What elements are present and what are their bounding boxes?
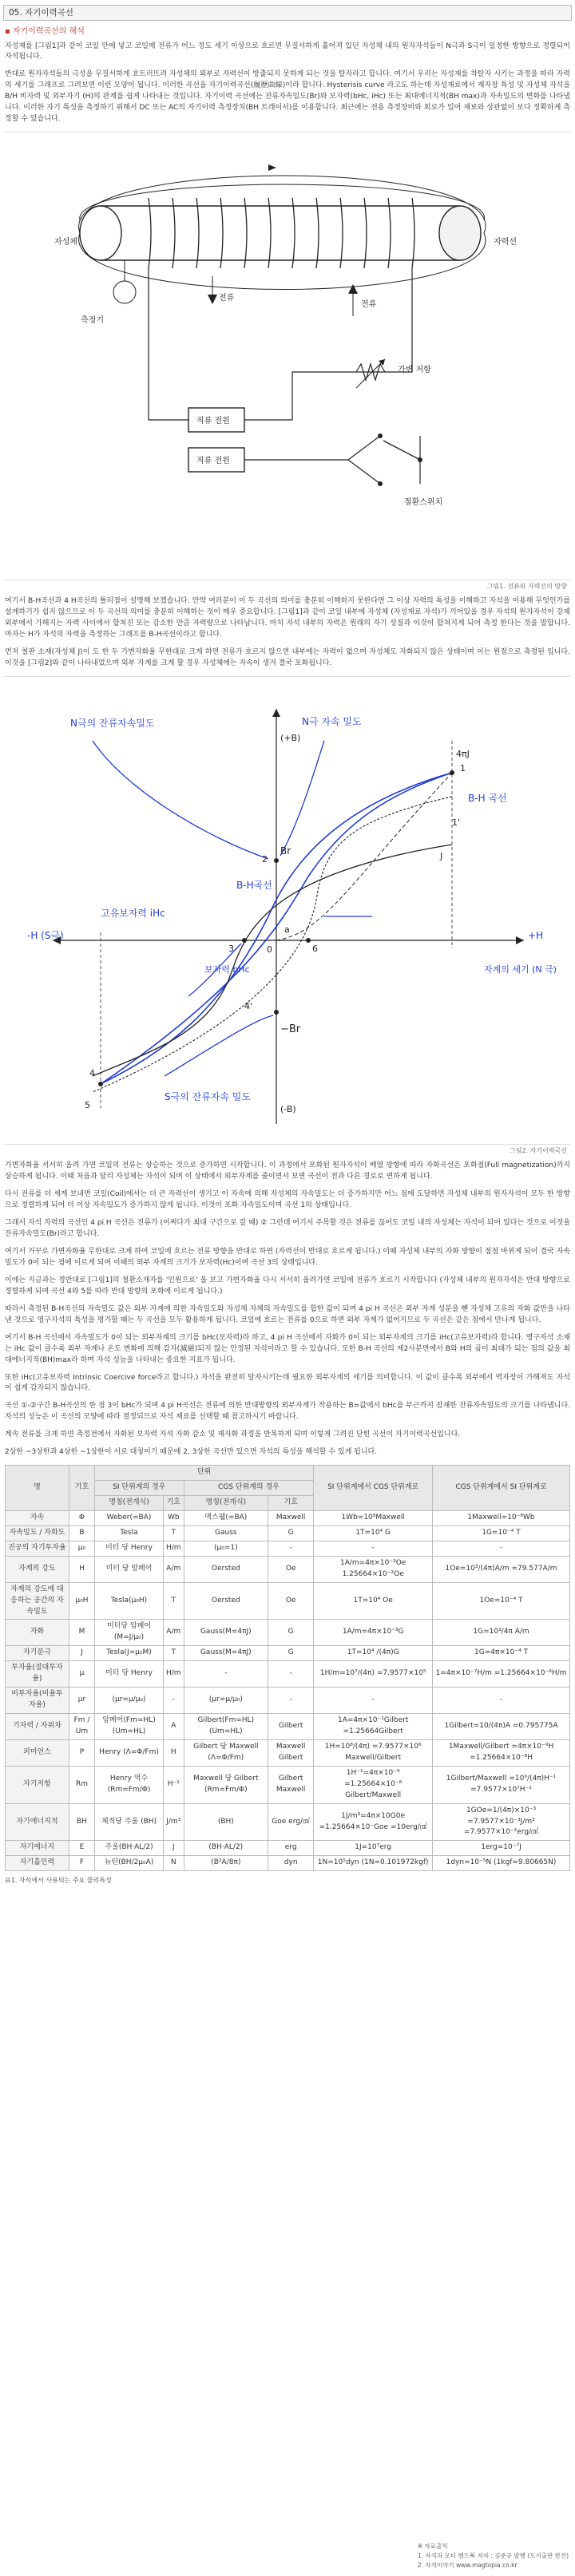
svg-text:5: 5 [85, 1100, 90, 1111]
table-cell-si-sym: H [164, 1739, 184, 1766]
table-cell-cgs-name: (μ₀=1) [184, 1541, 268, 1556]
table-cell-cgs-sym: G [268, 1646, 314, 1661]
table-cell-si-sym: Wb [164, 1510, 184, 1525]
table-cell-si-sym: H⁻¹ [164, 1766, 184, 1803]
table-cell-si-sym: - [164, 1688, 184, 1714]
table-cell-cgs-sym: erg [268, 1841, 314, 1856]
table-cell-sym: F [69, 1856, 94, 1871]
svg-text:4': 4' [244, 1001, 253, 1012]
paragraph: 따라서 측정된 B-H곡선의 자속밀도 값은 외부 자계에 의한 자속밀도와 자성체 자체의 자속밀도를 합한 값이 되며 4 pi H 곡선은 외부 자계 성분을 뺀 자성체 고유의 자화 값만을 나타낸 것으로 영구자석의 특성을 평가할 때는 두 곡선을 모두 활용하게 됩니다. 코일에 흐르는 전류를 0으로 하면 외부 자계가 없어지므로 두 곡선은 같은 점에서 만나게 됩니다. [5, 1304, 570, 1324]
table-cell-cgs2si: 1Gilbert/Maxwell =10⁹/(4π)H⁻¹ =7.9577×10⁷H⁻¹ [433, 1766, 570, 1803]
table-row [6, 1510, 570, 1525]
table-cell-cgs2si: 1dyn=10⁻⁵N (1kgf=9.80665N) [433, 1856, 570, 1871]
table-cell-cgs-sym: dyn [268, 1856, 314, 1871]
page-title: 05. 자기이력곡선 [9, 8, 73, 18]
paragraph: 그래서 자석 자력의 곡선인 4 pi H 곡선은 전류가 (어쩌다가 최대 구간으로 갈 때) ② 그런데 여기서 주목할 것은 전류를 끊어도 코일 내의 자성체는 자석이 되어 있다는 것으로 이것을 잔류자속밀도(Br)라고 합니다. [5, 1219, 570, 1239]
table-cell-si-name: 미터 당 암페어 [95, 1556, 164, 1582]
th-si: SI 단위계의 경우 [95, 1481, 184, 1496]
label-br: Br [280, 845, 291, 857]
th-si-name: 명칭(전개식) [95, 1496, 164, 1511]
label-current-2: 전류 [361, 300, 377, 310]
table-cell-sym: Rm [69, 1766, 94, 1803]
table-cell-sym: Fm / Um [69, 1714, 94, 1740]
table-cell-cgs2si: 1Oe=10⁻⁴ T [433, 1582, 570, 1620]
table-cell-cgs2si: 1=4π×10⁻⁷H/m =1.25664×10⁻⁶H/m [433, 1661, 570, 1688]
paragraph: 다시 전류를 더 세게 보내면 코일(Coil)에서는 더 큰 자력선이 생기고 이 자속에 의해 자성체의 자속밀도는 더 증가하지만 어느 점에 도달하면 자성체 내부의 원자자석이 모두 한 방향으로 정렬하게 되어 더 이상 자속밀도가 증가하지 않게 됩니다. 이것이 포화 자속밀도이며 곡선 1의 상태입니다. [5, 1190, 570, 1210]
table-cell-cgs2si: - [433, 1688, 570, 1714]
th-cgs-sym: 기호 [268, 1496, 314, 1511]
label-coercive: 보자력 bHc [204, 964, 250, 975]
label-magnetic-material: 자성체 [54, 238, 77, 247]
table-cell-si2cgs: 1T=10⁴ Oe [314, 1582, 433, 1620]
svg-text:1: 1 [460, 763, 466, 774]
page-header [3, 5, 572, 21]
svg-text:3: 3 [228, 944, 234, 955]
label-variable-resistor: 가변 저항 [398, 366, 431, 375]
table-cell-si-sym: A [164, 1714, 184, 1740]
table-cell-cgs2si: 1Maxwell/Gilbert =4π×10⁻⁹H =1.25664×10⁻⁸H [433, 1739, 570, 1766]
table-cell-cgs2si: - [433, 1541, 570, 1556]
th-cgs: CGS 단위계의 경우 [184, 1481, 314, 1496]
table-cell-sym: B [69, 1525, 94, 1541]
label-intrinsic: 고유보자력 iHc [101, 908, 165, 920]
table-cell-cgs2si: 1Oe=10³/(4π)A/m =79.577A/m [433, 1556, 570, 1582]
table-cell-si-sym: H/m [164, 1661, 184, 1688]
table-cell-cgs-sym: Oe [268, 1556, 314, 1582]
svg-text:1': 1' [452, 817, 461, 829]
table-cell-si2cgs: - [314, 1688, 433, 1714]
table-row [6, 1525, 570, 1541]
figure-hysteresis [5, 676, 570, 1145]
table-cell-name: 자속 [6, 1510, 69, 1525]
table-cell-cgs-sym: Maxwell [268, 1510, 314, 1525]
table-cell-sym: BH [69, 1803, 94, 1841]
label-dc-source-2: 직류 전원 [196, 457, 230, 466]
table-cell-name: 자계의 강도에 대응하는 공간의 자속밀도 [6, 1582, 69, 1620]
table-cell-cgs-name: (μr=μ/μ₀) [184, 1688, 268, 1714]
table-cell-cgs-sym: Gilbert [268, 1714, 314, 1740]
table-cell-si-sym: N [164, 1856, 184, 1871]
table-cell-cgs-name: (B²A/8π) [184, 1856, 268, 1871]
table-caption: 표1. 자석에서 사용되는 주요 물리특성 [5, 1877, 112, 1885]
label-minus-br: −Br [280, 1023, 301, 1036]
table-row [6, 1841, 570, 1856]
label-current: 전류 [219, 294, 235, 303]
table-cell-cgs2si: 1erg=10⁻⁷J [433, 1841, 570, 1856]
table-cell-name: 자속밀도 / 자화도 [6, 1525, 69, 1541]
table-cell-cgs-sym: - [268, 1688, 314, 1714]
label-a: a [284, 924, 290, 936]
table-cell-si2cgs: 1H/m=10⁷/(4π) =7.9577×10⁵ [314, 1661, 433, 1688]
table-cell-sym: μ₀H [69, 1582, 94, 1620]
table-cell-si-sym: J [164, 1841, 184, 1856]
table-cell-si-name: Tesla(μ₀H) [95, 1582, 164, 1620]
paragraph: 2상한 ~3상한과 4상한 ~1상한이 서로 대칭이기 때문에 2, 3상한 곡선만 있으면 자석의 특성을 해석할 수 있게 됩니다. [5, 1448, 378, 1457]
th-name: 명 [6, 1466, 69, 1511]
figure1-caption: 그림1. 전류와 자력선의 방향 [486, 583, 567, 591]
table-cell-cgs-sym: Maxwell Gilbert [268, 1739, 314, 1766]
footer-line: 1. 자석과 모터 핸드북 저자 : 김준규 발행 (도서출판 한진) [417, 2552, 569, 2559]
paragraph: 자성재를 [그림1]과 같이 코일 안에 넣고 코일에 전류가 어느 정도 세기 이상으로 흐르면 무질서하게 흩어져 있던 자성체 내의 원자자석들이 N극과 S극이 일정한 방향으로 정렬되어 자석됩니다. [5, 42, 570, 61]
label-j: J [440, 851, 443, 862]
table-row [6, 1856, 570, 1871]
table-cell-si2cgs: 1J/m³=4π×10G0e =1.25664×10⁻Goe =10erg/㎤ [314, 1803, 433, 1841]
table-cell-cgs-sym: - [268, 1661, 314, 1688]
table-cell-name: 퍼미언스 [6, 1739, 69, 1766]
table-row [6, 1739, 570, 1766]
paragraph: 먼저 철판 소재(자성체 J)이 도 한 두 가변자화율 무한대로 크게 하면 전류가 흐르지 않으면 내부에는 자력이 없으며 자성체도 자화되지 않은 상태이며 이는 원점으로 측정된 입니다. 이것을 [그림2]와 같이 나타내었으며 외부 자계를 크게 할 경우 자성체에는 자속이 생겨 결국 포화됩니다. [5, 648, 570, 668]
label-switch: 절환스위치 [404, 498, 443, 508]
footer-line: 2. 자석이야기 www.magtopia.co.kr [417, 2562, 518, 2569]
paragraph: 계속 전류를 크게 하면 측정전에서 자화된 보자력 자석 자화 감소 및 재자화 과정을 반복하게 되며 이렇게 그려진 닫힌 곡선이 자기이력곡선입니다. [5, 1430, 461, 1439]
table-cell-si-name: 주울(BH·AL/2) [95, 1841, 164, 1856]
table-cell-si2cgs: 1H⁻¹=4π×10⁻⁹ =1.25664×10⁻⁸ Gilbert/Maxwell [314, 1766, 433, 1803]
table-row [6, 1803, 570, 1841]
table-cell-name: 자화 [6, 1620, 69, 1646]
label-flux-line: 자력선 [494, 238, 517, 247]
table-cell-sym: M [69, 1620, 94, 1646]
table-cell-name: 자기에너지 [6, 1841, 69, 1856]
svg-text:6: 6 [312, 944, 318, 955]
table-cell-si-name: 뉴턴(BH/2μ₀A) [95, 1856, 164, 1871]
units-table [5, 1465, 570, 1871]
table-cell-cgs2si: 1Maxwell=10⁻⁸Wb [433, 1510, 570, 1525]
section-title [5, 26, 570, 38]
figure2-caption: 그림2. 자기이력곡선 [510, 1147, 567, 1155]
table-row [6, 1766, 570, 1803]
table-cell-si-sym: H/m [164, 1541, 184, 1556]
table-cell-si2cgs: 1A/m=4π×10⁻³G [314, 1620, 433, 1646]
table-cell-si-sym: T [164, 1525, 184, 1541]
paragraph: 또한 iHc(고유보자력 Intrinsic Coercive force라고 합니다.) 자석을 완전히 탈자시키는데 필요한 외부자계의 세기를 의미합니다. 이 값이 클수록 외부에서 역자장이 가해져도 자석이 쉽게 감자되지 않습니다. [5, 1373, 570, 1393]
th-symbol: 기호 [69, 1466, 94, 1511]
table-cell-si2cgs: 1Wb=10⁸Maxwell [314, 1510, 433, 1525]
table-row [6, 1582, 570, 1620]
table-cell-cgs-sym: - [268, 1541, 314, 1556]
table-cell-cgs-name: Maxwell 당 Gilbert (Rm=Fm/Φ) [184, 1766, 268, 1803]
table-cell-cgs2si: 1Gilbert=10/(4π)A =0.795775A [433, 1714, 570, 1740]
table-cell-cgs2si: 1G=4π×10⁻⁴ T [433, 1646, 570, 1661]
label-n-residual: N극의 잔류자속밀도 [70, 718, 155, 730]
table-cell-si-sym: A/m [164, 1620, 184, 1646]
paragraph: 여기서 B-H 곡선에서 자속밀도가 0이 되는 외부자계의 크기를 bHc(보자력)라 하고, 4 pi H 곡선에서 자화가 0이 되는 외부자계의 크기를 iHc(고유보자력)라 합니다. 영구자석 소재는 iHc 값이 클수록 외부 자계나 온도 변화에 의해 감자(減磁)되지 않는 안정된 자석이라고 할 수 있습니다. 또한 B-H 곡선의 제2사분면에서 B와 H의 곱이 최대가 되는 점의 값을 최대에너지적(BH)max라 하며 자석 성능을 나타내는 중요한 지표가 됩니다. [5, 1333, 570, 1364]
table-cell-si-name: Henry 역수 (Rm=Fm/Φ) [95, 1766, 164, 1803]
table-cell-si2cgs: 1H=10⁸/(4π) =7.9577×10⁶ Maxwell/Gilbert [314, 1739, 433, 1766]
table-row [6, 1556, 570, 1582]
table-cell-name: 자기분극 [6, 1646, 69, 1661]
table-cell-sym: μr [69, 1688, 94, 1714]
label-bh-curve-2: B-H곡선 [236, 880, 272, 892]
table-cell-si2cgs: 1T=10⁴ /(4π)G [314, 1646, 433, 1661]
table-cell-si-name: 체적당 주울 (BH) [95, 1803, 164, 1841]
paragraph: 여기서 B-H곡선과 4 H곡선의 틀리점이 설명해 보겠습니다. 만약 여러분이 이 두 곡선의 의미를 충분히 이해하지 못한다면 그 이상 자력의 특성을 이해하고 자석을 이용해 무엇인가를 설계하기가 쉽지 않으므로 이 두 곡선의 의미를 충분히 이해하는 것이 매우 중요합니다. [그림1]과 같이 코일 내부에 자성체 (자성재료 자석)가 끼어있을 경우 자석의 원자자석이 강제 외부에서 가해지는 자력 사이에서 합쳐진 또는 감소한 만큼 자력량으로 나타납니다. 마치 자석 내부의 자력은 원래의 자기 성질과 이것이 합쳐지게 되어 측정 한다는 것을 말합니다. 마자는 H가 자석의 자력을 측정하는 그래프를 B-H곡선이라고 합니다. [5, 597, 570, 639]
table-cell-cgs-sym: G [268, 1525, 314, 1541]
table-cell-name: 기자력 / 자위차 [6, 1714, 69, 1740]
label-plus-b: (+B) [280, 733, 301, 744]
label-ext-field: 자계의 세기 (N 극) [484, 964, 557, 975]
table-cell-cgs-name: Oersted [184, 1582, 268, 1620]
svg-text:2: 2 [262, 854, 268, 865]
table-cell-cgs-name: - [184, 1661, 268, 1688]
table-cell-si-name: Tesla(J=μ₀M) [95, 1646, 164, 1661]
table-cell-cgs-name: Gauss [184, 1525, 268, 1541]
paragraph: 반대로 원자자석들의 극성을 무질서하게 흐트러뜨려 자성체의 외부로 자력선이 방출되지 못하게 되는 것을 탈자라고 합니다. 여기서 우리는 자성재를 착탈자 시키는 과정을 따라 자력의 세기를 그래프로 그려보면 이런 모양이 됩니다. 이러한 곡선을 자기이력곡선(履歷曲線)이라 합니다. Hysterisis curve 라고도 하는데 자성재료에서 재자장 특성 및 자성체 자석을 B/H 비자력 및 외부자기 (H)의 관계를 쉽게 나타내는 것입니다. 자기이력 곡선에는 잔류자속밀도(Br)와 보자력(bHc, iHc) 또는 최대에너지적(BH max)과 자속밀도의 변화를 나타냅니다. 이러한 자기 특성을 측정하기 위해서 DC 또는 AC의 자기이력 측정장치(BH 트레이서)를 이용합니다. 최근에는 전용 측정장비와 회로가 있어 재료와 상관없이 보다 정확하게 측정할 수 있습니다. [5, 70, 570, 124]
table-cell-sym: μ [69, 1661, 94, 1688]
label-4pij: 4πJ [456, 749, 470, 760]
table-cell-cgs2si: 1G=10³/4π A/m [433, 1620, 570, 1646]
table-row [6, 1714, 570, 1740]
label-origin: 0 [267, 944, 272, 956]
table-cell-si-sym: T [164, 1582, 184, 1620]
label-dc-source: 직류 전원 [196, 417, 230, 426]
th-cgs-name: 명칭(전개식) [184, 1496, 268, 1511]
table-row [6, 1661, 570, 1688]
table-cell-si2cgs: - [314, 1541, 433, 1556]
table-row [6, 1541, 570, 1556]
table-row [6, 1646, 570, 1661]
footer-line: ※ 자료출처 [417, 2542, 448, 2550]
label-minus-b: (-B) [280, 1104, 296, 1115]
table-cell-si2cgs: 1A=4π×10⁻¹Gilbert =1.25664Gilbert [314, 1714, 433, 1740]
table-cell-cgs2si: 1G=10⁻⁴ T [433, 1525, 570, 1541]
paragraph: 여기서 거꾸로 가변자화율 무한대로 크게 하여 코일에 흐르는 전류 방향을 반대로 하면 (자력선이 반대로 흐르게 됩니다.) 이때 자성체 내부의 자화 방향이 점점 바뀌게 되어 결국 자속밀도가 0이 되는 점에 이르게 되며 이때의 외부 자계의 크기가 보자력(Hc)이며 곡선 3의 상태입니다. [5, 1248, 570, 1268]
table-cell-si-name: (μr=μ/μ₀) [95, 1688, 164, 1714]
table-cell-cgs-sym: Gilbert Maxwell [268, 1766, 314, 1803]
table-cell-si-name: 암페어(Fm=HL) (Um=HL) [95, 1714, 164, 1740]
table-row [6, 1688, 570, 1714]
table-cell-si-sym: T [164, 1646, 184, 1661]
th-si-cgs: SI 단위계에서 CGS 단위계로 [314, 1466, 433, 1511]
table-cell-cgs-sym: G [268, 1620, 314, 1646]
table-cell-si-name: 미터 당 Henry [95, 1661, 164, 1688]
table-cell-si-name: 미터당 암페어 (M=J/μ₀) [95, 1620, 164, 1646]
table-cell-cgs-name: Oersted [184, 1556, 268, 1582]
table-cell-si-name: Tesla [95, 1525, 164, 1541]
table-cell-cgs-name: Gauss(M=4πJ) [184, 1620, 268, 1646]
label-minus-h: -H (S극) [27, 930, 64, 942]
paragraph: 곡선 ①-②구간 B-H곡선의 한 점 3이 bHc가 되며 4 pi H곡선은 전류에 의한 반대방향의 외부자계가 작용하는 B=값에서 bHc를 부근까지 잠재한 잔류자속밀도의 크기를 나타냅니다. 자석의 성능은 이 곡선의 모양에 따라 결정되므로 자석 재료를 선택할 때 참고하시기 바랍니다. [5, 1402, 570, 1422]
table-cell-si2cgs: 1A/m=4π×10⁻³Oe 1.25664×10⁻²Oe [314, 1556, 433, 1582]
label-plus-h: +H [528, 930, 544, 942]
table-cell-sym: E [69, 1841, 94, 1856]
table-cell-si-name: Henry (Λ=Φ/Fm) [95, 1739, 164, 1766]
label-meter: 측정기 [81, 316, 104, 326]
table-cell-si-name: 미터 당 Henry [95, 1541, 164, 1556]
table-cell-cgs-sym: Oe [268, 1582, 314, 1620]
table-cell-sym: J [69, 1646, 94, 1661]
svg-text:4: 4 [89, 1068, 95, 1079]
bullet-icon: ▪ [5, 27, 10, 36]
hysteresis-diagram [5, 677, 570, 1144]
table-cell-cgs-name: (BH) [184, 1803, 268, 1841]
table-cell-si-name: Weber(=BA) [95, 1510, 164, 1525]
table-cell-name: 자기에너지적 [6, 1803, 69, 1841]
table-cell-sym: μ₀ [69, 1541, 94, 1556]
table-cell-si2cgs: 1T=10⁴ G [314, 1525, 433, 1541]
table-cell-si2cgs: 1J=10⁷erg [314, 1841, 433, 1856]
table-cell-sym: H [69, 1556, 94, 1582]
table-cell-si-sym: A/m [164, 1556, 184, 1582]
table-cell-name: 자기흡인력 [6, 1856, 69, 1871]
table-cell-si2cgs: 1N=10⁵dyn (1N=0.101972kgf) [314, 1856, 433, 1871]
table-cell-si-sym: J/m³ [164, 1803, 184, 1841]
table-cell-cgs-name: Gilbert(Fm=HL) (Um=HL) [184, 1714, 268, 1740]
table-cell-name: 진공의 자기투자율 [6, 1541, 69, 1556]
paragraph: 이에는 지금과는 정반대로 [그림1]의 철환소재자를 '인원으로' 올 보고 가변자화율 다시 서서히 올려가면 코일에 전류가 흐르기 시작합니다 (자성체 내부의 원자자석은 반대 방향으로 정렬하게 되며 곡선 4와 5를 따라 반대 방향의 포화에 이르게 됩니다.) [5, 1276, 570, 1296]
table-cell-cgs2si: 1GOe=1/(4π)×10⁻³ =7.9577×10⁻³J/m³ =7.9577×10⁻²erg/㎤ [433, 1803, 570, 1841]
label-s-residual: S극의 잔류자속 밀도 [165, 1091, 251, 1103]
th-unit: 단위 [95, 1466, 314, 1481]
table-cell-cgs-name: Gilbert 당 Maxwell (Λ=Φ/Fm) [184, 1739, 268, 1766]
th-cgs-si: CGS 단위계에서 SI 단위계로 [433, 1466, 570, 1511]
table-cell-name: 자계의 강도 [6, 1556, 69, 1582]
paragraph: 가변자화율 서서히 올려 가면 코일의 전류는 상승하는 것으로 증가하면 시작합니다. 이 과정에서 포화된 원자자석이 배열 방향에 따라 자화곡선은 포화점(Full magnetization)까지 상승하게 됩니다. 이때 처음과 달리 자성체는 자석이 되며 이 상태에서 외부자계를 줄이면서 보면 곡선이 전과 다른 경로로 변하게 됩니다. [5, 1161, 570, 1181]
section-title-text: 자기이력곡선의 해석 [12, 27, 85, 36]
table-cell-name: 비투자율(비율투자율) [6, 1688, 69, 1714]
table-cell-cgs-name: Gauss(M=4πJ) [184, 1646, 268, 1661]
label-n-saturation: N극 자속 밀도 [302, 716, 362, 728]
footer-sources [418, 2542, 569, 2570]
th-si-sym: 기호 [164, 1496, 184, 1511]
table-cell-cgs-name: (BH·AL/2) [184, 1841, 268, 1856]
table-cell-sym: P [69, 1739, 94, 1766]
table-cell-cgs-name: 맥스웰(=BA) [184, 1510, 268, 1525]
table-cell-name: 투자율(절대투자율) [6, 1661, 69, 1688]
table-row [6, 1620, 570, 1646]
table-cell-cgs-sym: Goe erg/㎤ [268, 1803, 314, 1841]
figure-circuit [5, 132, 570, 580]
circuit-diagram [5, 133, 570, 580]
label-bh-curve: B-H 곡선 [468, 793, 507, 805]
table-cell-sym: Φ [69, 1510, 94, 1525]
table-cell-name: 자기저항 [6, 1766, 69, 1803]
